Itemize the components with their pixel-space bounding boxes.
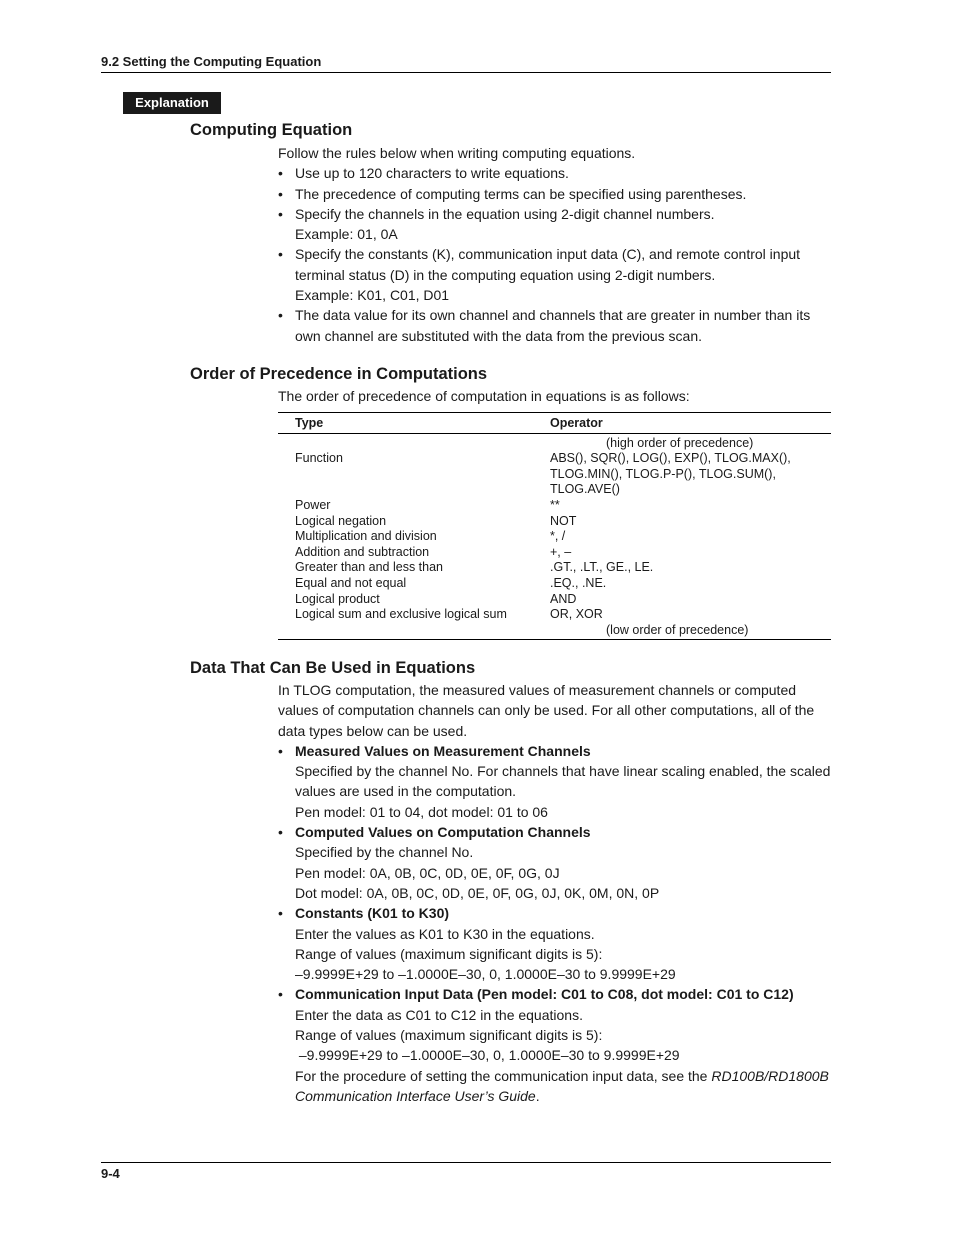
data-type-title: Communication Input Data (Pen model: C01 to C08, dot model: C01 to C12) — [295, 986, 794, 1003]
rule-item — [278, 244, 833, 305]
precedence-table — [278, 412, 831, 640]
operator-cell: ABS(), SQR(), LOG(), EXP(), TLOG.MAX(), TLOG.MIN(), TLOG.P-P(), TLOG.SUM(), TLOG.AVE() — [550, 451, 791, 497]
computing-equation-body — [278, 143, 833, 346]
table-row — [278, 433, 831, 451]
column-header-type: Type — [278, 413, 550, 434]
operator-cell: NOT — [550, 513, 577, 528]
running-header: 9.2 Setting the Computing Equation — [101, 54, 322, 69]
type-cell: Equal and not equal — [295, 575, 407, 590]
low-precedence-label: (low order of precedence) — [606, 622, 749, 637]
operator-cell: *, / — [550, 529, 566, 544]
rule-item — [278, 204, 833, 245]
table-row — [278, 592, 831, 608]
data-type-title: Constants (K01 to K30) — [295, 905, 450, 922]
rule-text: Specify the channels in the equation using 2-digit channel numbers. — [295, 205, 715, 222]
table-row — [278, 576, 831, 592]
type-cell: Function — [295, 451, 343, 466]
data-types-heading: Data That Can Be Used in Equations — [190, 659, 476, 677]
page-number: 9-4 — [101, 1166, 120, 1181]
operator-cell: AND — [550, 591, 577, 606]
data-types-intro: In TLOG computation, the measured values of measurement channels or computed values of computation channels can only be used. For all other computations, all of the data types below can be used. — [278, 682, 815, 739]
table-row — [278, 560, 831, 576]
data-type-text: Pen model: 01 to 04, dot model: 01 to 06 — [295, 803, 548, 820]
rule-item — [278, 305, 833, 346]
table-row — [278, 545, 831, 561]
rule-text: Specify the constants (K), communication input data (C), and remote control input terminal status (D) in the computing equation using 2-digit numbers. — [295, 246, 801, 283]
rule-example: Example: K01, C01, D01 — [295, 287, 450, 304]
data-type-text: Enter the values as K01 to K30 in the equations. — [295, 925, 595, 942]
data-type-text: For the procedure of setting the communication input data, see the — [295, 1067, 712, 1084]
type-cell: Greater than and less than — [295, 560, 444, 575]
empty-cell — [278, 623, 550, 640]
data-type-text: Specified by the channel No. For channels that have linear scaling enabled, the scaled values are used in the computation. — [295, 763, 831, 800]
data-type-text: . — [535, 1087, 540, 1104]
precedence-heading: Order of Precedence in Computations — [190, 365, 488, 383]
table-row — [278, 607, 831, 623]
data-types-body — [278, 680, 833, 1106]
data-type-text: Range of values (maximum significant digits is 5): — [295, 945, 603, 962]
table-row — [278, 498, 831, 514]
table-row — [278, 451, 831, 498]
operator-cell: .EQ., .NE. — [550, 575, 607, 590]
data-type-text: Dot model: 0A, 0B, 0C, 0D, 0E, 0F, 0G, 0J, 0K, 0M, 0N, 0P — [295, 884, 660, 901]
table-row — [278, 514, 831, 530]
type-cell: Addition and subtraction — [295, 544, 430, 559]
data-type-text: Range of values (maximum significant digits is 5): — [295, 1027, 603, 1044]
operator-cell: .GT., .LT., GE., LE. — [550, 560, 654, 575]
data-type-item — [278, 741, 833, 822]
data-type-item — [278, 822, 833, 903]
rule-text: The precedence of computing terms can be specified using parentheses. — [295, 185, 747, 202]
type-cell: Power — [295, 497, 331, 512]
data-type-title: Measured Values on Measurement Channels — [295, 742, 591, 759]
table-row — [278, 623, 831, 640]
data-type-title: Computed Values on Computation Channels — [295, 824, 591, 841]
empty-cell — [278, 433, 550, 451]
computing-equation-intro: Follow the rules below when writing computing equations. — [278, 145, 636, 161]
operator-cell: ** — [550, 497, 560, 512]
footer-rule — [101, 1162, 831, 1163]
type-cell: Multiplication and division — [295, 529, 437, 544]
precedence-intro: The order of precedence of computation in equations is as follows: — [278, 388, 690, 404]
table-row — [278, 529, 831, 545]
low-precedence-note — [550, 623, 831, 640]
type-cell: Logical sum and exclusive logical sum — [295, 607, 507, 622]
header-rule — [101, 72, 831, 73]
data-type-text: –9.9999E+29 to –1.0000E–30, 0, 1.0000E–30 to 9.9999E+29 — [295, 966, 676, 983]
operator-cell: OR, XOR — [550, 607, 603, 622]
high-precedence-note — [550, 433, 831, 451]
operator-cell: +, – — [550, 544, 572, 559]
rule-text: Use up to 120 characters to write equations. — [295, 165, 569, 182]
data-type-item — [278, 903, 833, 984]
explanation-tag: Explanation — [123, 92, 221, 114]
high-precedence-label: (high order of precedence) — [606, 435, 754, 450]
data-type-text: Pen model: 0A, 0B, 0C, 0D, 0E, 0F, 0G, 0J — [295, 864, 560, 881]
guide-title: RD100B/RD1800B Communication Interface User’s Guide — [295, 1067, 829, 1104]
data-type-text: Specified by the channel No. — [295, 844, 474, 861]
type-cell: Logical product — [295, 591, 380, 606]
data-type-item — [278, 984, 833, 1106]
column-header-operator: Operator — [550, 413, 831, 434]
data-types-list — [278, 741, 833, 1106]
computing-equation-rules — [278, 163, 833, 346]
rule-example: Example: 01, 0A — [295, 226, 398, 243]
table-header-row — [278, 413, 831, 434]
rule-text: The data value for its own channel and channels that are greater in number than its own channel are substituted with the data from the previous scan. — [295, 307, 811, 344]
type-cell: Logical negation — [295, 513, 387, 528]
computing-equation-heading: Computing Equation — [190, 121, 353, 139]
rule-item — [278, 184, 833, 204]
data-type-text: –9.9999E+29 to –1.0000E–30, 0, 1.0000E–30 to 9.9999E+29 — [295, 1047, 680, 1064]
rule-item — [278, 163, 833, 183]
data-type-text: Enter the data as C01 to C12 in the equations. — [295, 1006, 583, 1023]
